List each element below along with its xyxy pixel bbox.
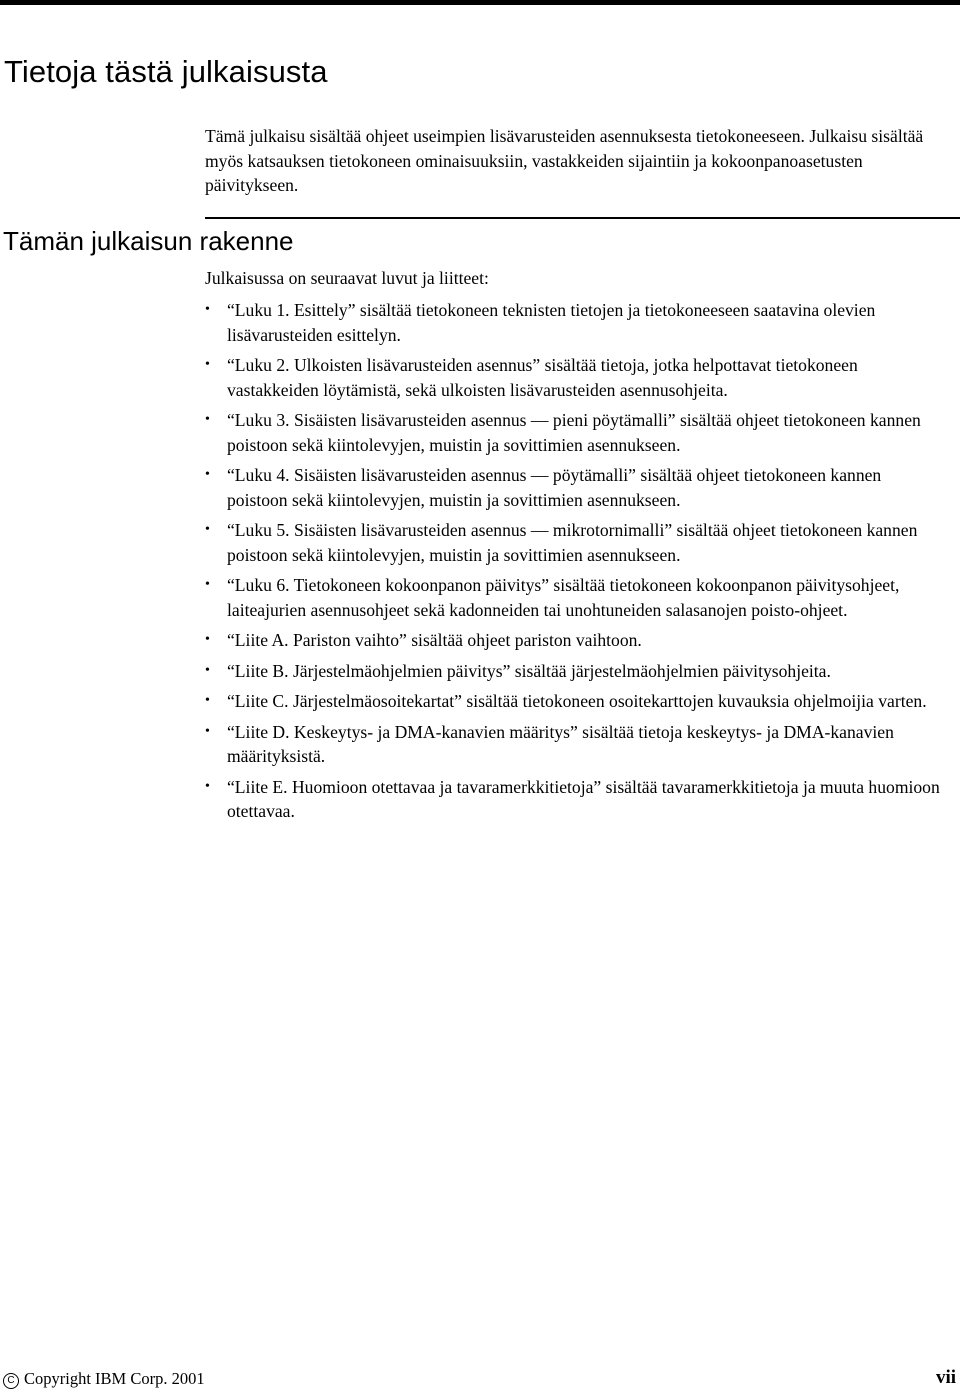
list-item-text: “Luku 4. Sisäisten lisävarusteiden asennus — pöytämalli” sisältää ohjeet tietokoneen kannen poistoon sekä kiintolevyjen, muistin ja sovittimien asennukseen.: [227, 465, 882, 510]
list-item: [205, 659, 945, 684]
bullet-icon: •: [205, 693, 210, 708]
top-rule: [0, 0, 960, 5]
bullet-icon: •: [205, 723, 210, 739]
list-item-text: “Luku 1. Esittely” sisältää tietokoneen teknisten tietojen ja tietokoneeseen saatavina olevien lisävarusteiden esittelyn.: [227, 300, 876, 345]
list-item-text: “Liite B. Järjestelmäohjelmien päivitys” sisältää järjestelmäohjelmien päivitysohjeita.: [227, 660, 831, 681]
bullet-icon: •: [205, 522, 210, 537]
footer-copyright: [3, 1368, 205, 1390]
list-item-text: “Luku 2. Ulkoisten lisävarusteiden asennus” sisältää tietoja, jotka helpottavat tietokoneen vastakkeiden löytämistä, sekä ulkoisten lisävarusteiden asennusohjeita.: [227, 355, 858, 400]
list-item: [205, 408, 945, 457]
bullet-icon: •: [205, 778, 210, 794]
list-item-text: “Luku 5. Sisäisten lisävarusteiden asennus — mikrotornimalli” sisältää ohjeet tietokoneen kannen poistoon sekä kiintolevyjen, muistin ja sovittimien asennukseen.: [227, 520, 918, 565]
section-title: Tämän julkaisun rakenne: [3, 226, 294, 256]
list-item: [205, 518, 945, 567]
chapter-list: [205, 298, 945, 830]
bullet-icon: •: [205, 632, 210, 647]
bullet-icon: •: [205, 412, 210, 427]
list-item: [205, 720, 945, 769]
bullet-icon: •: [205, 467, 210, 482]
list-item-text: “Luku 3. Sisäisten lisävarusteiden asennus — pieni pöytämalli” sisältää ohjeet tietokoneen kannen poistoon sekä kiintolevyjen, muistin ja sovittimien asennukseen.: [227, 410, 921, 455]
page-number: vii: [935, 1367, 956, 1388]
section-divider: [205, 217, 960, 219]
list-item: [205, 628, 945, 653]
list-item-text: “Luku 6. Tietokoneen kokoonpanon päivitys” sisältää tietokoneen kokoonpanon päivitysohjeet, laiteajurien asennusohjeet sekä kadonneiden tai unohtuneiden salasanojen poisto-ohjeet.: [227, 575, 900, 620]
section-lead: Julkaisussa on seuraavat luvut ja liitteet:: [205, 268, 489, 288]
intro-paragraph: Tämä julkaisu sisältää ohjeet useimpien lisävarusteiden asennuksesta tietokoneeseen. Julkaisu sisältää myös katsauksen tietokoneen ominaisuuksiin, vastakkeiden sijaintiin ja kokoonpanoasetusten päivitykseen.: [205, 126, 924, 195]
bullet-icon: •: [205, 357, 210, 372]
list-item: [205, 689, 945, 714]
list-item-text: “Liite E. Huomioon otettavaa ja tavaramerkkitietoja” sisältää tavaramerkkitietoja ja muuta huomioon otettavaa.: [227, 776, 940, 821]
list-item: [205, 775, 945, 824]
bullet-icon: •: [205, 577, 210, 592]
list-item-text: “Liite D. Keskeytys- ja DMA-kanavien määritys” sisältää tietoja keskeytys- ja DMA-kanavien määrityksistä.: [227, 721, 894, 766]
page-title: Tietoja tästä julkaisusta: [4, 54, 328, 89]
list-item-text: “Liite C. Järjestelmäosoitekartat” sisältää tietokoneen osoitekarttojen kuvauksia ohjelmoijia varten.: [227, 691, 927, 711]
bullet-icon: •: [205, 302, 210, 317]
copyright-icon: C: [3, 1373, 19, 1389]
list-item: [205, 573, 945, 622]
list-item-text: “Liite A. Pariston vaihto” sisältää ohjeet pariston vaihtoon.: [227, 630, 642, 650]
list-item: [205, 298, 945, 347]
list-item: [205, 353, 945, 402]
copyright-text: Copyright IBM Corp. 2001: [24, 1369, 205, 1388]
bullet-icon: •: [205, 662, 210, 678]
list-item: [205, 463, 945, 512]
